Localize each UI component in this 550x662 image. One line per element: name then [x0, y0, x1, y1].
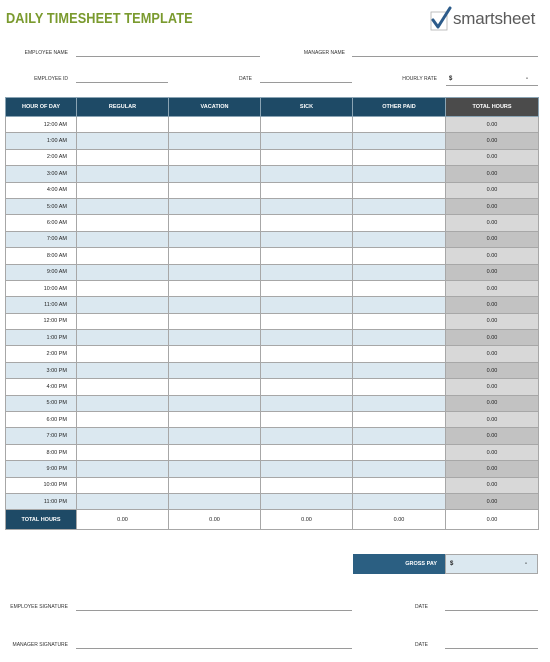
employee-name-label: EMPLOYEE NAME	[24, 50, 68, 56]
manager-signature-date-field[interactable]	[445, 638, 538, 649]
sick-cell[interactable]	[261, 149, 353, 165]
regular-cell[interactable]	[77, 346, 169, 362]
table-row	[6, 297, 539, 313]
sick-cell[interactable]	[261, 215, 353, 231]
row-total-cell: 0.00	[446, 182, 539, 198]
table-row	[6, 395, 539, 411]
hour-cell: 1:00 AM	[6, 133, 77, 149]
row-total-cell: 0.00	[446, 231, 539, 247]
table-row	[6, 166, 539, 182]
vacation-cell[interactable]	[169, 461, 261, 477]
hour-cell: 12:00 AM	[6, 117, 77, 133]
vacation-cell[interactable]	[169, 198, 261, 214]
vacation-cell[interactable]	[169, 346, 261, 362]
smartsheet-logo	[430, 6, 535, 32]
regular-cell[interactable]	[77, 395, 169, 411]
other-paid-cell[interactable]	[353, 493, 446, 509]
regular-cell[interactable]	[77, 133, 169, 149]
table-row	[6, 182, 539, 198]
row-total-cell: 0.00	[446, 379, 539, 395]
vacation-cell[interactable]	[169, 297, 261, 313]
vacation-cell[interactable]	[169, 412, 261, 428]
table-row	[6, 248, 539, 264]
hour-cell: 5:00 PM	[6, 395, 77, 411]
regular-cell[interactable]	[77, 428, 169, 444]
other-paid-cell[interactable]	[353, 395, 446, 411]
hour-cell: 2:00 AM	[6, 149, 77, 165]
regular-cell[interactable]	[77, 412, 169, 428]
regular-cell[interactable]	[77, 215, 169, 231]
hour-cell: 8:00 AM	[6, 248, 77, 264]
other-paid-cell[interactable]	[353, 133, 446, 149]
regular-cell[interactable]	[77, 280, 169, 296]
vacation-cell[interactable]	[169, 133, 261, 149]
other-paid-cell[interactable]	[353, 248, 446, 264]
hour-cell: 7:00 PM	[6, 428, 77, 444]
other-paid-cell[interactable]	[353, 215, 446, 231]
row-total-cell: 0.00	[446, 198, 539, 214]
other-paid-cell[interactable]	[353, 198, 446, 214]
checkmark-icon	[430, 6, 452, 32]
sick-cell[interactable]	[261, 379, 353, 395]
sick-cell[interactable]	[261, 412, 353, 428]
hour-cell: 11:00 PM	[6, 493, 77, 509]
row-total-cell: 0.00	[446, 461, 539, 477]
totals-label: TOTAL HOURS	[6, 510, 77, 530]
other-paid-cell[interactable]	[353, 280, 446, 296]
total-sick: 0.00	[261, 510, 353, 530]
gross-pay-value	[445, 554, 538, 574]
table-row	[6, 149, 539, 165]
vacation-cell[interactable]	[169, 264, 261, 280]
table-row	[6, 493, 539, 509]
hour-cell: 10:00 AM	[6, 280, 77, 296]
hour-cell: 7:00 AM	[6, 231, 77, 247]
row-total-cell: 0.00	[446, 313, 539, 329]
other-paid-cell[interactable]	[353, 149, 446, 165]
table-row	[6, 313, 539, 329]
vacation-cell[interactable]	[169, 313, 261, 329]
employee-id-label: EMPLOYEE ID	[34, 76, 68, 82]
other-paid-cell[interactable]	[353, 444, 446, 460]
manager-name-label: MANAGER NAME	[303, 50, 345, 56]
regular-cell[interactable]	[77, 149, 169, 165]
sick-cell[interactable]	[261, 493, 353, 509]
sick-cell[interactable]	[261, 461, 353, 477]
other-paid-cell[interactable]	[353, 231, 446, 247]
hour-cell: 9:00 AM	[6, 264, 77, 280]
row-total-cell: 0.00	[446, 362, 539, 378]
table-row	[6, 198, 539, 214]
hourly-rate-value: -	[526, 76, 528, 82]
sick-cell[interactable]	[261, 346, 353, 362]
regular-cell[interactable]	[77, 297, 169, 313]
manager-signature-label: MANAGER SIGNATURE	[12, 642, 68, 648]
regular-cell[interactable]	[77, 461, 169, 477]
table-row	[6, 133, 539, 149]
manager-name-field[interactable]	[352, 46, 538, 57]
table-row	[6, 379, 539, 395]
row-total-cell: 0.00	[446, 280, 539, 296]
other-paid-cell[interactable]	[353, 428, 446, 444]
table-row	[6, 264, 539, 280]
row-total-cell: 0.00	[446, 428, 539, 444]
hour-cell: 9:00 PM	[6, 461, 77, 477]
hour-cell: 3:00 AM	[6, 166, 77, 182]
totals-row	[6, 510, 539, 530]
row-total-cell: 0.00	[446, 117, 539, 133]
gross-pay-label: GROSS PAY	[353, 554, 445, 574]
regular-cell[interactable]	[77, 477, 169, 493]
regular-cell[interactable]	[77, 330, 169, 346]
employee-signature-field[interactable]	[76, 600, 352, 611]
row-total-cell: 0.00	[446, 248, 539, 264]
row-total-cell: 0.00	[446, 412, 539, 428]
hour-cell: 4:00 AM	[6, 182, 77, 198]
regular-cell[interactable]	[77, 362, 169, 378]
vacation-cell[interactable]	[169, 166, 261, 182]
other-paid-cell[interactable]	[353, 362, 446, 378]
hour-cell: 11:00 AM	[6, 297, 77, 313]
hourly-rate-field[interactable]	[446, 74, 538, 86]
other-paid-cell[interactable]	[353, 477, 446, 493]
row-total-cell: 0.00	[446, 264, 539, 280]
sick-cell[interactable]	[261, 117, 353, 133]
table-row	[6, 444, 539, 460]
gross-pay-currency: $	[450, 561, 454, 567]
table-row	[6, 330, 539, 346]
hourly-rate-currency: $	[449, 76, 453, 82]
vacation-cell[interactable]	[169, 428, 261, 444]
column-header-sick: SICK	[261, 98, 353, 117]
regular-cell[interactable]	[77, 248, 169, 264]
column-header-total-hours: TOTAL HOURS	[446, 98, 539, 117]
sick-cell[interactable]	[261, 280, 353, 296]
column-header-regular: REGULAR	[77, 98, 169, 117]
other-paid-cell[interactable]	[353, 330, 446, 346]
table-row	[6, 280, 539, 296]
other-paid-cell[interactable]	[353, 346, 446, 362]
employee-id-field[interactable]	[76, 72, 168, 83]
column-header-vacation: VACATION	[169, 98, 261, 117]
other-paid-cell[interactable]	[353, 313, 446, 329]
table-row	[6, 231, 539, 247]
vacation-cell[interactable]	[169, 182, 261, 198]
hourly-rate-label: HOURLY RATE	[402, 76, 437, 82]
table-header-row	[6, 98, 539, 117]
sick-cell[interactable]	[261, 198, 353, 214]
vacation-cell[interactable]	[169, 231, 261, 247]
regular-cell[interactable]	[77, 264, 169, 280]
vacation-cell[interactable]	[169, 395, 261, 411]
row-total-cell: 0.00	[446, 149, 539, 165]
other-paid-cell[interactable]	[353, 297, 446, 313]
sick-cell[interactable]	[261, 297, 353, 313]
logo-text: smartsheet	[453, 9, 536, 28]
sick-cell[interactable]	[261, 166, 353, 182]
vacation-cell[interactable]	[169, 493, 261, 509]
vacation-cell[interactable]	[169, 379, 261, 395]
table-row	[6, 346, 539, 362]
sick-cell[interactable]	[261, 231, 353, 247]
employee-signature-date-label: DATE	[415, 604, 428, 610]
hour-cell: 8:00 PM	[6, 444, 77, 460]
row-total-cell: 0.00	[446, 166, 539, 182]
date-field[interactable]	[260, 72, 352, 83]
vacation-cell[interactable]	[169, 477, 261, 493]
manager-signature-date-label: DATE	[415, 642, 428, 648]
table-row	[6, 461, 539, 477]
hour-cell: 1:00 PM	[6, 330, 77, 346]
employee-name-field[interactable]	[76, 46, 260, 57]
date-label: DATE	[239, 76, 252, 82]
vacation-cell[interactable]	[169, 330, 261, 346]
regular-cell[interactable]	[77, 379, 169, 395]
sick-cell[interactable]	[261, 444, 353, 460]
row-total-cell: 0.00	[446, 444, 539, 460]
sick-cell[interactable]	[261, 330, 353, 346]
row-total-cell: 0.00	[446, 395, 539, 411]
hour-cell: 6:00 PM	[6, 412, 77, 428]
vacation-cell[interactable]	[169, 248, 261, 264]
hour-cell: 2:00 PM	[6, 346, 77, 362]
sick-cell[interactable]	[261, 477, 353, 493]
other-paid-cell[interactable]	[353, 264, 446, 280]
gross-pay-amount: -	[525, 561, 527, 567]
row-total-cell: 0.00	[446, 346, 539, 362]
column-header-hour-of-day: HOUR OF DAY	[6, 98, 77, 117]
other-paid-cell[interactable]	[353, 182, 446, 198]
table-row	[6, 412, 539, 428]
vacation-cell[interactable]	[169, 149, 261, 165]
vacation-cell[interactable]	[169, 117, 261, 133]
regular-cell[interactable]	[77, 231, 169, 247]
other-paid-cell[interactable]	[353, 117, 446, 133]
table-row	[6, 215, 539, 231]
timesheet-table	[5, 97, 539, 530]
row-total-cell: 0.00	[446, 477, 539, 493]
regular-cell[interactable]	[77, 198, 169, 214]
row-total-cell: 0.00	[446, 493, 539, 509]
table-row	[6, 362, 539, 378]
vacation-cell[interactable]	[169, 215, 261, 231]
employee-signature-date-field[interactable]	[445, 600, 538, 611]
hour-cell: 6:00 AM	[6, 215, 77, 231]
page-title: DAILY TIMESHEET TEMPLATE	[6, 10, 193, 27]
row-total-cell: 0.00	[446, 297, 539, 313]
sick-cell[interactable]	[261, 395, 353, 411]
employee-signature-label: EMPLOYEE SIGNATURE	[10, 604, 68, 610]
vacation-cell[interactable]	[169, 362, 261, 378]
regular-cell[interactable]	[77, 313, 169, 329]
manager-signature-field[interactable]	[76, 638, 352, 649]
total-regular: 0.00	[77, 510, 169, 530]
regular-cell[interactable]	[77, 493, 169, 509]
row-total-cell: 0.00	[446, 215, 539, 231]
regular-cell[interactable]	[77, 182, 169, 198]
hour-cell: 3:00 PM	[6, 362, 77, 378]
hour-cell: 5:00 AM	[6, 198, 77, 214]
sick-cell[interactable]	[261, 313, 353, 329]
other-paid-cell[interactable]	[353, 166, 446, 182]
total-vacation: 0.00	[169, 510, 261, 530]
sick-cell[interactable]	[261, 133, 353, 149]
regular-cell[interactable]	[77, 117, 169, 133]
row-total-cell: 0.00	[446, 133, 539, 149]
vacation-cell[interactable]	[169, 444, 261, 460]
sick-cell[interactable]	[261, 428, 353, 444]
column-header-other-paid: OTHER PAID	[353, 98, 446, 117]
table-row	[6, 428, 539, 444]
sick-cell[interactable]	[261, 362, 353, 378]
other-paid-cell[interactable]	[353, 461, 446, 477]
hour-cell: 4:00 PM	[6, 379, 77, 395]
table-row	[6, 477, 539, 493]
regular-cell[interactable]	[77, 444, 169, 460]
other-paid-cell[interactable]	[353, 379, 446, 395]
sick-cell[interactable]	[261, 248, 353, 264]
regular-cell[interactable]	[77, 166, 169, 182]
hour-cell: 10:00 PM	[6, 477, 77, 493]
total-other-paid: 0.00	[353, 510, 446, 530]
other-paid-cell[interactable]	[353, 412, 446, 428]
row-total-cell: 0.00	[446, 330, 539, 346]
vacation-cell[interactable]	[169, 280, 261, 296]
sick-cell[interactable]	[261, 264, 353, 280]
total-hours-grand: 0.00	[446, 510, 539, 530]
table-row	[6, 117, 539, 133]
hour-cell: 12:00 PM	[6, 313, 77, 329]
sick-cell[interactable]	[261, 182, 353, 198]
